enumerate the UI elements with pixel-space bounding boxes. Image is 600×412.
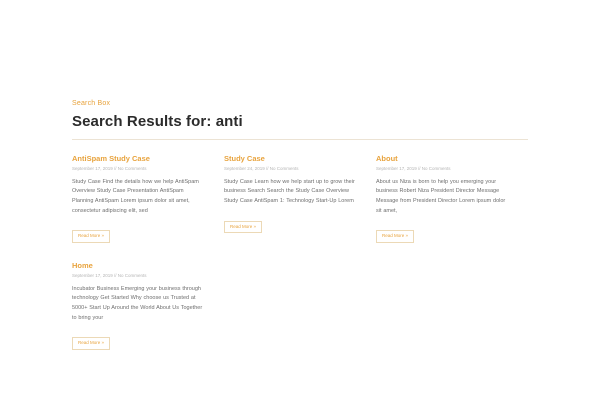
result-meta: September 24, 2019 // No Comments (224, 166, 299, 171)
result-title-link[interactable]: About (376, 154, 398, 163)
list-item (72, 261, 224, 350)
result-title[interactable] (72, 261, 206, 270)
search-results-page (72, 100, 528, 368)
result-excerpt: Incubator Business Emerging your business through technology Get Started Why choose us Trusted at 5000+ Start Up Around the World About Us Together to bring your (72, 285, 203, 321)
result-title[interactable] (224, 154, 358, 163)
read-more-button[interactable]: Read More » (72, 230, 110, 243)
result-title-link[interactable]: Home (72, 260, 93, 270)
result-title[interactable] (72, 154, 206, 163)
result-title-link[interactable]: Study Case (224, 154, 265, 163)
result-meta: September 17, 2019 // No Comments (72, 272, 147, 278)
result-meta: September 17, 2019 // No Comments (376, 166, 451, 171)
read-more-button[interactable]: Read More » (224, 221, 262, 234)
result-title-link[interactable]: AntiSpam Study Case (72, 154, 150, 163)
result-excerpt: Study Case Learn how we help start up to grow their business Search Search the Study Case Overview Study Case AntiSpam 1: Technology Start-Up Lorem (224, 178, 355, 205)
result-title[interactable] (376, 154, 510, 163)
read-more-button[interactable]: Read More » (72, 337, 110, 350)
title-divider (72, 139, 528, 140)
page-title: Search Results for: anti (72, 113, 243, 130)
search-box-label: Search Box (72, 100, 111, 107)
result-meta: September 17, 2019 // No Comments (72, 166, 147, 171)
read-more-button[interactable]: Read More » (376, 230, 414, 243)
result-excerpt: Study Case Find the details how we help AntiSpam Overview Study Case Presentation AntiSpam Planning AntiSpam Lorem ipsum dolor sit amet, consectetur adipiscing elit, sed (72, 178, 199, 214)
list-item (72, 154, 224, 243)
list-item (376, 154, 528, 243)
result-excerpt: About us Niza is born to help you emerging your business Robert Niza President Director Message Message from President Director Lorem ipsum dolor sit amet, (376, 178, 506, 214)
search-results-list (72, 154, 528, 368)
list-item (224, 154, 376, 243)
